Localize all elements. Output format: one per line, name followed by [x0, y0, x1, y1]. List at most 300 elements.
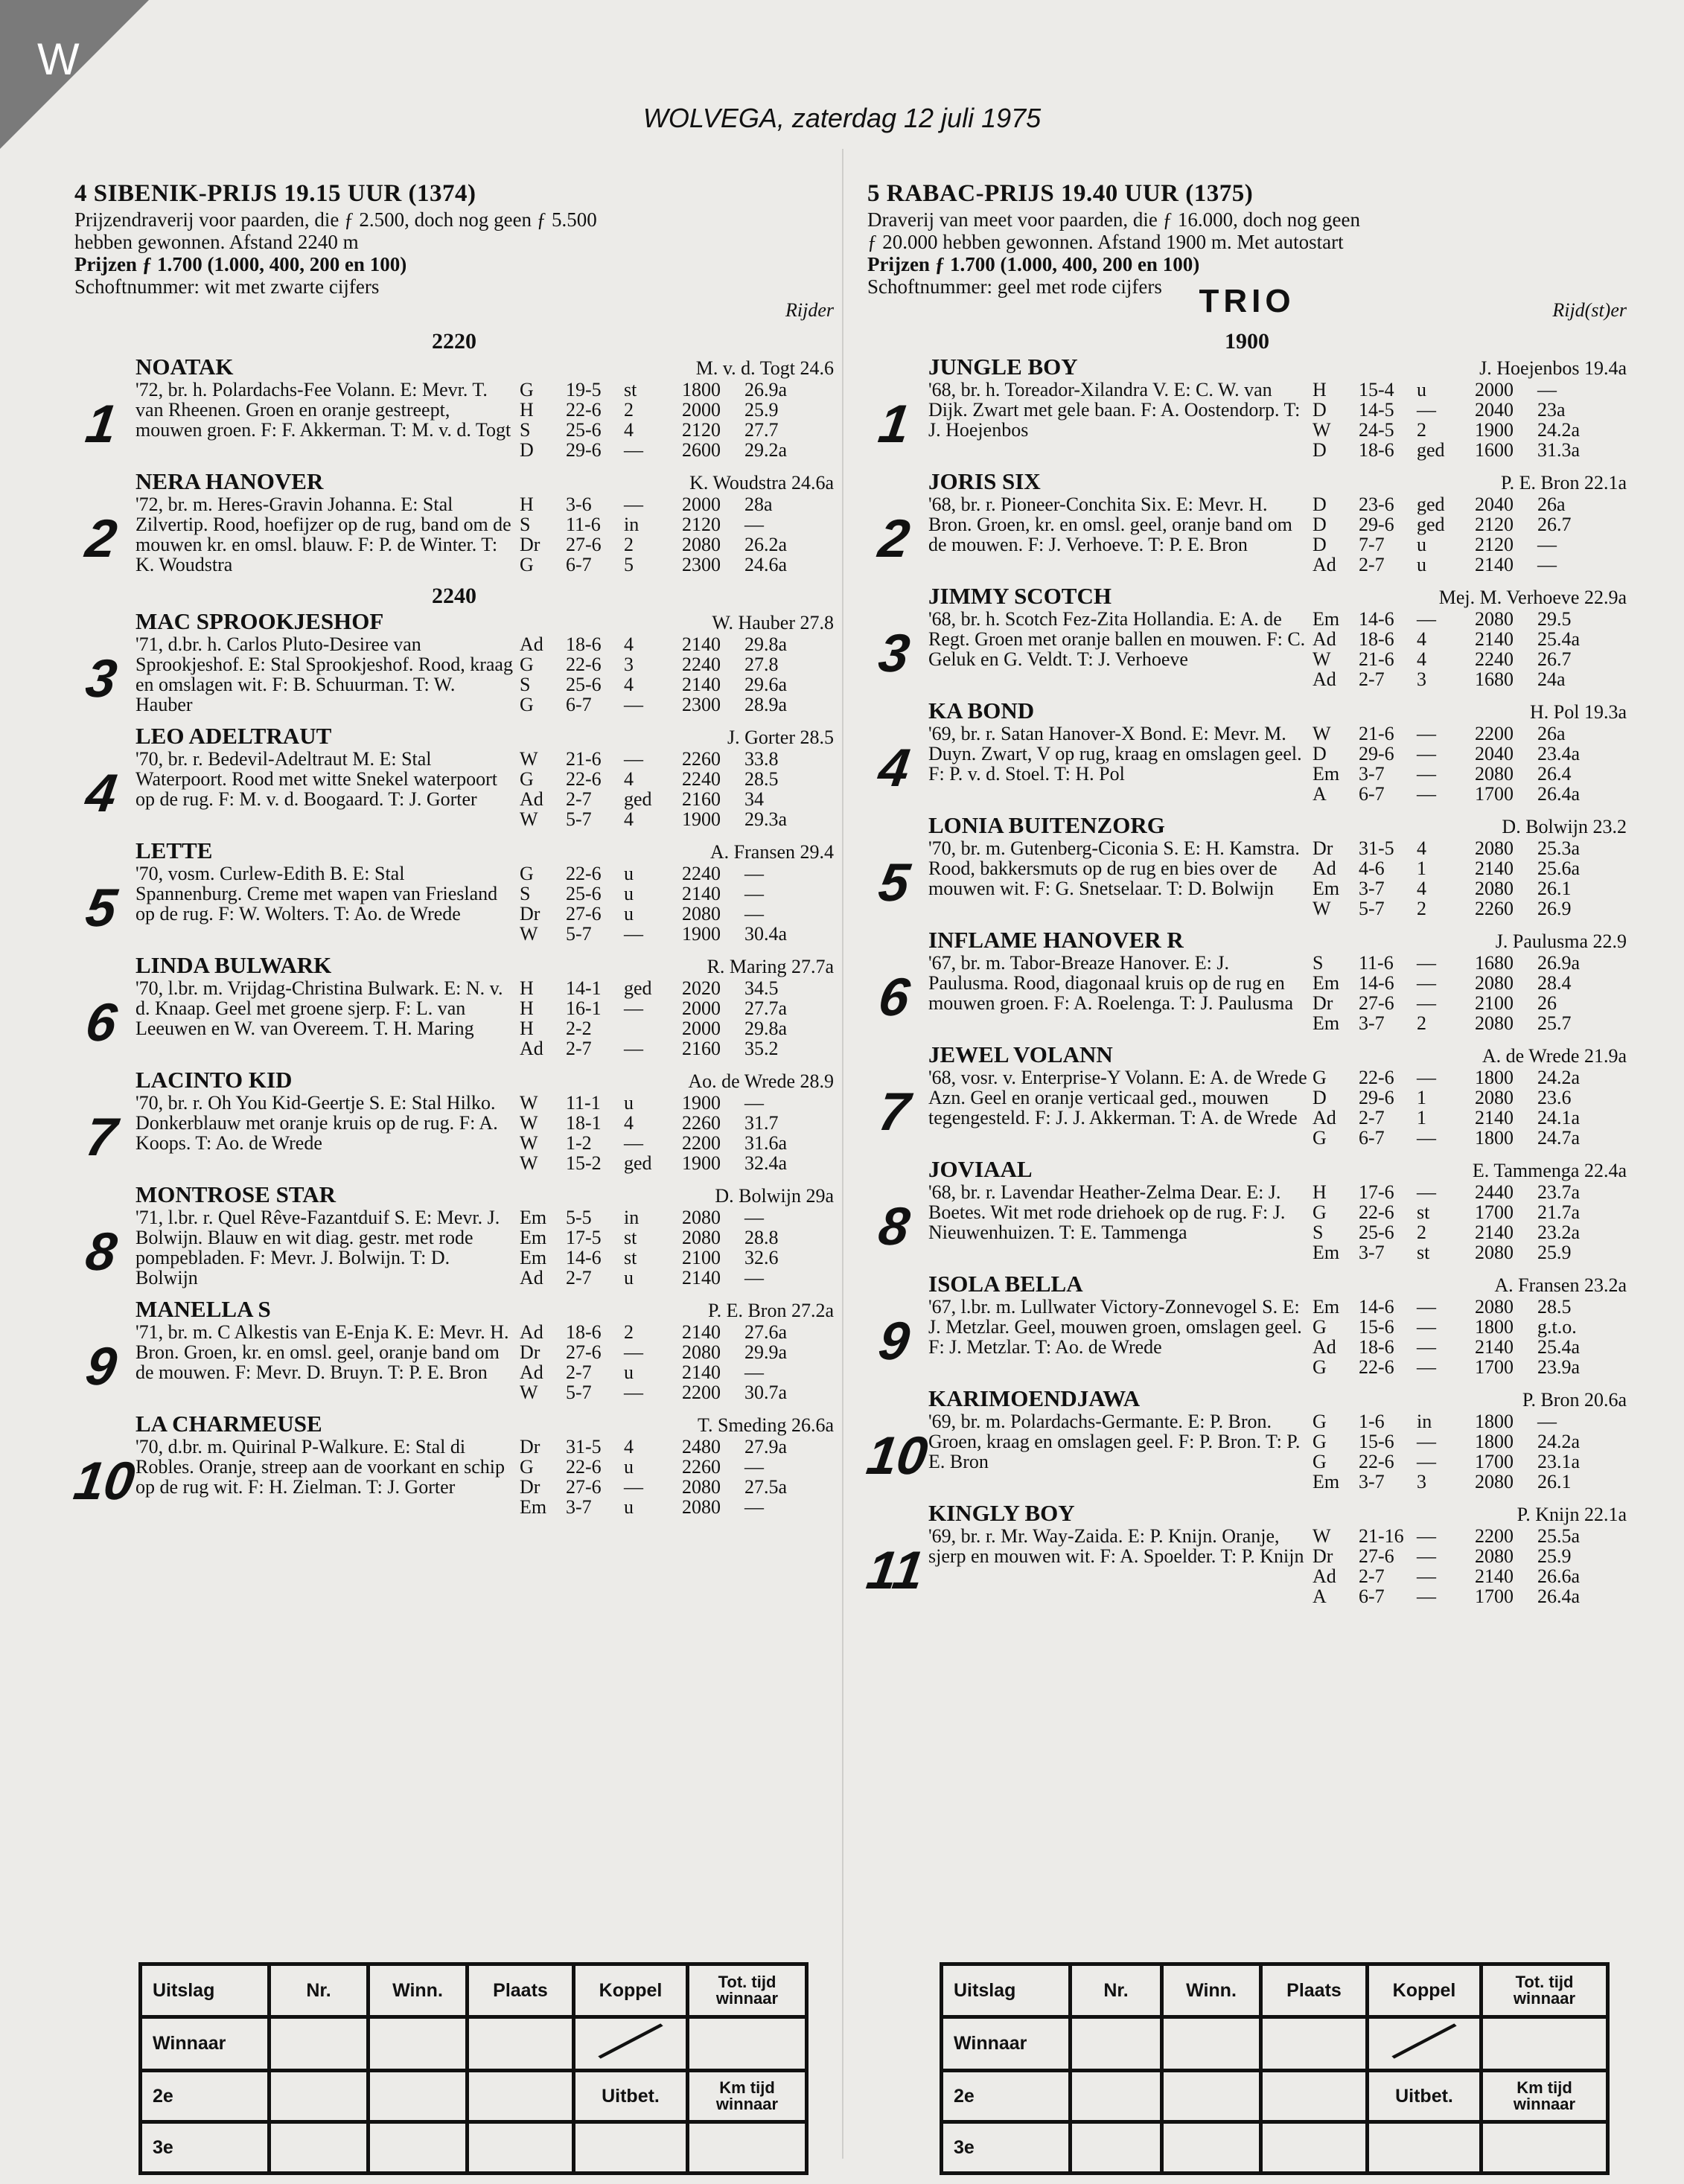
performance-cell: 24.6a — [744, 554, 788, 575]
page-header: WOLVEGA, zaterdag 12 juli 1975 — [642, 103, 1042, 133]
rider-record: J. Hoejenbos 19.4a — [1479, 357, 1627, 379]
performance-cell: Ad — [1313, 858, 1336, 879]
performance-cell: 24.2a — [1537, 1067, 1581, 1088]
performance-cell: 29-6 — [566, 439, 602, 461]
performance-row — [520, 494, 834, 514]
performance-cell: 23.9a — [1537, 1356, 1581, 1378]
performance-row — [1313, 838, 1627, 858]
performance-cell: 2140 — [1475, 554, 1514, 575]
performance-cell: 1 — [1417, 1087, 1426, 1108]
performance-cell: — — [1417, 1067, 1436, 1088]
horse-entry — [867, 1157, 1627, 1262]
performance-cell: 2080 — [682, 1476, 721, 1498]
performance-cell: 2080 — [682, 1207, 721, 1228]
performance-cell: 24.2a — [1537, 1431, 1581, 1452]
performance-row — [1313, 649, 1627, 669]
performance-cell: W — [520, 1092, 538, 1114]
start-number: 3 — [82, 649, 121, 709]
performance-cell: 1700 — [1475, 783, 1514, 805]
performance-cell: 25.9 — [1537, 1242, 1572, 1263]
performance-cell: 26.4 — [1537, 763, 1572, 785]
performance-cell: 2000 — [682, 494, 721, 515]
performance-cell: W — [1313, 898, 1331, 919]
performance-row — [1313, 1067, 1627, 1088]
performance-cell: 26.9 — [1537, 898, 1572, 919]
horse-description: '71, l.br. r. Quel Rêve-Fazantduif S. E: Mevr. J. Bolwijn. Blauw en wit diag. gestr. met rode pompebladen. F: Mevr. J. Bolwijn. T: D. Bolwijn — [135, 1207, 500, 1289]
horse-name: JORIS SIX — [928, 468, 1041, 494]
start-number: 10 — [70, 1452, 138, 1511]
performance-cell: A — [1313, 1586, 1327, 1607]
performance-cell: 2080 — [1475, 1545, 1514, 1567]
performance-row — [520, 978, 834, 998]
performance-cell: Dr — [1313, 837, 1333, 859]
performance-cell: Em — [520, 1207, 547, 1228]
performance-cell: 27-6 — [566, 1341, 602, 1363]
performance-cell: D — [1313, 534, 1327, 555]
performance-list — [515, 380, 834, 460]
start-number: 8 — [82, 1222, 121, 1282]
performance-cell: D — [1313, 514, 1327, 535]
cell-empty — [688, 2122, 807, 2174]
horse-description: '68, br. h. Toreador-Xilandra V. E: C. W. van Dijk. Zwart met gele baan. F: A. Oostendorp. T: J. Hoejenbos — [928, 379, 1301, 441]
performance-cell: 6-7 — [1359, 1586, 1385, 1607]
performance-cell: Ad — [520, 633, 543, 655]
performance-cell: 2480 — [682, 1436, 721, 1457]
performance-list — [515, 1322, 834, 1402]
performance-cell: G — [520, 654, 534, 675]
performance-cell: Ad — [1313, 1565, 1336, 1587]
performance-cell: G — [520, 1456, 534, 1478]
entry-header — [928, 469, 1627, 494]
performance-cell: 1800 — [1475, 1316, 1514, 1338]
horse-description: '68, br. h. Scotch Fez-Zita Hollandia. E: A. de Regt. Groen met oranje ballen en mouwen. F: C. Geluk en G. Veldt. T: J. Verhoeve — [928, 608, 1306, 670]
performance-cell: 24.2a — [1537, 419, 1581, 441]
performance-cell: in — [624, 1207, 640, 1228]
performance-cell: Ad — [1313, 1107, 1336, 1128]
performance-cell: 2080 — [682, 1341, 721, 1363]
performance-cell: 2260 — [682, 1456, 721, 1478]
entry-body — [928, 380, 1627, 460]
cell-empty — [1261, 2017, 1368, 2071]
performance-cell: 2300 — [682, 694, 721, 715]
performance-cell: 2140 — [1475, 1336, 1514, 1358]
entry-body — [928, 1526, 1627, 1606]
performance-cell: G — [520, 554, 534, 575]
rider-record: A. Fransen 29.4 — [709, 841, 834, 863]
performance-cell: 28.8 — [744, 1227, 779, 1248]
performance-cell: — — [744, 1456, 764, 1478]
performance-cell: 22-6 — [1359, 1201, 1394, 1223]
race-5-column — [863, 179, 1627, 1615]
performance-cell: 14-1 — [566, 977, 602, 999]
performance-cell: — — [624, 1038, 643, 1059]
performance-cell: 24a — [1537, 668, 1566, 690]
performance-cell: — — [744, 1267, 764, 1289]
performance-row — [520, 1207, 834, 1227]
performance-cell: — — [624, 494, 643, 515]
performance-row — [1313, 1586, 1627, 1606]
performance-cell: 26a — [1537, 723, 1566, 744]
entry-header — [135, 953, 834, 978]
performance-cell: 2000 — [1475, 379, 1514, 400]
performance-row — [1313, 898, 1627, 919]
horse-description: '72, br. m. Heres-Gravin Johanna. E: Stal Zilvertip. Rood, hoefijzer op de rug, band om de mouwen kr. en omsl. blauw. F: P. de Winter. T: K. Woudstra — [135, 494, 511, 575]
performance-cell: 27.8 — [744, 654, 779, 675]
performance-cell: H — [520, 399, 534, 421]
rider-record: Ao. de Wrede 28.9 — [688, 1070, 834, 1092]
performance-cell: st — [624, 1227, 637, 1248]
performance-row — [1313, 1182, 1627, 1202]
performance-cell: 26.1 — [1537, 878, 1572, 899]
performance-cell: u — [624, 1092, 634, 1114]
performance-cell: 27-6 — [1359, 992, 1394, 1014]
horse-entry — [74, 469, 834, 575]
cell-empty — [1071, 2017, 1162, 2071]
performance-list — [1308, 1411, 1627, 1492]
horse-name: LEO ADELTRAUT — [135, 723, 332, 749]
horse-description: '69, br. r. Mr. Way-Zaida. E: P. Knijn. Oranje, sjerp en mouwen wit. F: A. Spoelder. T: P. Knijn — [928, 1525, 1304, 1567]
performance-row — [520, 1038, 834, 1059]
performance-cell: D — [1313, 439, 1327, 461]
entry-header — [928, 1157, 1627, 1182]
performance-cell: 5 — [624, 554, 634, 575]
horse-entry — [70, 1411, 834, 1518]
performance-cell: 3 — [624, 654, 634, 675]
performance-cell — [624, 1018, 682, 1038]
performance-list — [515, 749, 834, 829]
performance-cell: — — [624, 1132, 643, 1154]
performance-cell: 25.9 — [1537, 1545, 1572, 1567]
cell-empty — [1162, 2122, 1261, 2174]
performance-row — [1313, 993, 1627, 1013]
performance-cell: 3 — [1417, 1471, 1426, 1492]
performance-cell: D — [1313, 743, 1327, 764]
performance-cell: 25.9 — [744, 399, 779, 421]
performance-cell: G — [1313, 1431, 1327, 1452]
performance-row — [1313, 1013, 1627, 1033]
performance-cell: 2200 — [682, 1132, 721, 1154]
performance-cell: 2080 — [1475, 1471, 1514, 1492]
performance-cell: — — [1537, 1411, 1557, 1432]
performance-cell: u — [624, 863, 634, 884]
performance-cell: 21-6 — [1359, 648, 1394, 670]
entry-header — [135, 354, 834, 380]
rider-record: T. Smeding 26.6a — [698, 1414, 834, 1436]
performance-cell: — — [1417, 1336, 1436, 1358]
performance-cell: 17-5 — [566, 1227, 602, 1248]
race-schoftnummer: Schoftnummer: geel met rode cijfers — [867, 275, 1162, 298]
performance-row — [1313, 1411, 1627, 1431]
performance-cell: 31-5 — [1359, 837, 1394, 859]
performance-cell: 4 — [624, 1436, 634, 1457]
performance-row — [520, 809, 834, 829]
performance-cell: 2260 — [1475, 898, 1514, 919]
performance-cell: 31.7 — [744, 1112, 779, 1134]
entry-body — [135, 978, 834, 1059]
performance-cell: H — [520, 1018, 534, 1039]
performance-cell: Em — [1313, 1242, 1340, 1263]
start-number: 8 — [875, 1197, 913, 1257]
performance-cell: G — [1313, 1201, 1327, 1223]
performance-cell: ged — [624, 788, 652, 810]
performance-row — [1313, 494, 1627, 514]
performance-cell: 2100 — [1475, 992, 1514, 1014]
performance-cell: 2000 — [682, 1018, 721, 1039]
start-number: 2 — [875, 509, 913, 569]
performance-cell: W — [520, 1382, 538, 1403]
performance-cell: 1600 — [1475, 439, 1514, 461]
performance-row — [1313, 878, 1627, 898]
performance-cell: 25-6 — [1359, 1222, 1394, 1243]
start-number: 1 — [875, 395, 913, 454]
performance-list — [515, 1207, 834, 1288]
performance-cell: 25.5a — [1537, 1525, 1581, 1547]
start-number: 6 — [82, 993, 121, 1053]
horse-name: KA BOND — [928, 697, 1035, 724]
performance-cell: 2080 — [682, 534, 721, 555]
performance-cell: 31.6a — [744, 1132, 788, 1154]
performance-cell: 27.6a — [744, 1321, 788, 1343]
performance-cell: — — [744, 1207, 764, 1228]
performance-cell: 2-7 — [566, 1267, 592, 1289]
performance-cell: 15-6 — [1359, 1316, 1394, 1338]
performance-cell: — — [1417, 743, 1436, 764]
trio-label: TRIO — [1199, 283, 1295, 319]
header-nr: Nr. — [269, 1964, 369, 2017]
entry-header — [135, 724, 834, 749]
performance-cell: H — [1313, 1181, 1327, 1203]
performance-cell: H — [1313, 379, 1327, 400]
performance-cell: S — [1313, 952, 1324, 974]
performance-cell: 29.8a — [744, 633, 788, 655]
performance-cell: W — [520, 923, 538, 945]
performance-cell: Em — [1313, 1471, 1340, 1492]
start-number: 7 — [82, 1108, 121, 1167]
performance-cell: 7-7 — [1359, 534, 1385, 555]
performance-cell: — — [1417, 1565, 1436, 1587]
entry-header — [135, 609, 834, 634]
cell-empty — [1071, 2122, 1162, 2174]
row-3e: 3e — [141, 2122, 269, 2174]
performance-cell: 1800 — [1475, 1067, 1514, 1088]
entry-header — [928, 584, 1627, 609]
performance-cell: 4 — [624, 808, 634, 830]
performance-row — [1313, 629, 1627, 649]
performance-cell: 29-6 — [1359, 1087, 1394, 1108]
performance-cell: — — [624, 1382, 643, 1403]
performance-row — [1313, 380, 1627, 400]
performance-list — [1308, 838, 1627, 919]
horse-name: MAC SPROOKJESHOF — [135, 608, 384, 634]
performance-cell: 26a — [1537, 494, 1566, 515]
result-table-race-5 — [940, 1962, 1610, 2175]
performance-row — [1313, 1526, 1627, 1546]
horse-name: LACINTO KID — [135, 1067, 293, 1093]
performance-row — [1313, 1128, 1627, 1148]
entry-body — [135, 749, 834, 829]
performance-row — [520, 1497, 834, 1517]
distance-heading: 2220 — [432, 329, 476, 354]
horse-description: '69, br. r. Satan Hanover-X Bond. E: Mevr. M. Duyn. Zwart, V op rug, kraag en omslagen geel. F: P. v. d. Stoel. T: H. Pol — [928, 723, 1302, 785]
performance-cell: 28.4 — [1537, 972, 1572, 994]
performance-list — [515, 1437, 834, 1517]
performance-cell: 1800 — [1475, 1411, 1514, 1432]
performance-cell: 29.5 — [1537, 608, 1572, 630]
entry-body — [135, 1207, 834, 1288]
performance-cell: 2140 — [682, 883, 721, 904]
performance-cell: 4 — [1417, 648, 1426, 670]
performance-list — [515, 978, 834, 1059]
performance-cell: u — [1417, 379, 1426, 400]
start-number: 1 — [82, 395, 121, 454]
performance-cell: 3-7 — [1359, 763, 1385, 785]
horse-name: JEWEL VOLANN — [928, 1041, 1113, 1067]
performance-cell: 14-5 — [1359, 399, 1394, 421]
cell-empty — [468, 2122, 574, 2174]
performance-cell: 2200 — [1475, 723, 1514, 744]
cell-empty — [688, 2017, 807, 2071]
performance-cell: 25.4a — [1537, 1336, 1581, 1358]
performance-cell: in — [1417, 1411, 1432, 1432]
performance-cell: Ad — [520, 1038, 543, 1059]
performance-cell: 1900 — [682, 1152, 721, 1174]
rider-record: P. Bron 20.6a — [1522, 1389, 1627, 1411]
performance-cell: 4 — [1417, 628, 1426, 650]
performance-cell: 24-5 — [1359, 419, 1394, 441]
performance-row — [520, 555, 834, 575]
performance-cell: 30.4a — [744, 923, 788, 945]
performance-cell: 2020 — [682, 977, 721, 999]
entry-body — [928, 953, 1627, 1033]
km-tijd-label: Km tijd winnaar — [1482, 2071, 1608, 2122]
performance-cell: — — [744, 1361, 764, 1383]
performance-cell: u — [624, 1496, 634, 1518]
performance-row — [1313, 1337, 1627, 1357]
performance-cell: 1800 — [1475, 1127, 1514, 1149]
performance-row — [1313, 744, 1627, 764]
performance-cell: — — [1417, 992, 1436, 1014]
performance-row — [520, 769, 834, 789]
performance-row — [520, 1248, 834, 1268]
performance-cell: — — [1417, 608, 1436, 630]
horse-description: '67, l.br. m. Lullwater Victory-Zonnevogel S. E: J. Metzlar. Geel, mouwen groen, omslagen geel. F: J. Metzlar. T: Ao. de Wrede — [928, 1296, 1302, 1358]
entry-body — [135, 380, 834, 460]
performance-cell: W — [1313, 723, 1331, 744]
performance-cell: st — [624, 379, 637, 400]
performance-cell: G — [1313, 1067, 1327, 1088]
performance-cell: 2260 — [682, 1112, 721, 1134]
performance-cell: 2300 — [682, 554, 721, 575]
performance-cell: 25.3a — [1537, 837, 1581, 859]
performance-cell: Ad — [1313, 668, 1336, 690]
performance-cell: — — [624, 997, 643, 1019]
performance-row — [520, 904, 834, 924]
performance-cell: — — [744, 903, 764, 925]
start-number: 4 — [82, 764, 121, 823]
performance-cell: D — [1313, 494, 1327, 515]
performance-cell: st — [1417, 1201, 1430, 1223]
performance-cell: Dr — [520, 1476, 540, 1498]
performance-cell: 1800 — [1475, 1431, 1514, 1452]
performance-cell: 2240 — [682, 654, 721, 675]
performance-cell: Ad — [520, 1361, 543, 1383]
cell-empty — [369, 2017, 468, 2071]
entry-body — [928, 838, 1627, 919]
performance-row — [1313, 858, 1627, 878]
horse-description: '70, br. m. Gutenberg-Ciconia S. E: H. Kamstra. Rood, bakkersmuts op de rug en bies over de mouwen wit. F: G. Snetselaar. T: D. Bolwijn — [928, 837, 1300, 899]
performance-cell: S — [520, 514, 531, 535]
performance-cell: 2080 — [1475, 972, 1514, 994]
rider-record: P. Knijn 22.1a — [1516, 1504, 1627, 1525]
performance-cell: 19-5 — [566, 379, 602, 400]
race-schoftnummer: Schoftnummer: wit met zwarte cijfers — [74, 275, 380, 298]
performance-row — [520, 1153, 834, 1173]
entry-header — [928, 1501, 1627, 1526]
start-number: 6 — [875, 968, 913, 1027]
performance-cell: G — [1313, 1127, 1327, 1149]
performance-cell: 27-6 — [1359, 1545, 1394, 1567]
performance-cell: — — [624, 439, 643, 461]
entry-body — [928, 1067, 1627, 1148]
performance-cell: 18-6 — [1359, 628, 1394, 650]
performance-cell: 29.6a — [744, 674, 788, 695]
performance-cell: A — [1313, 783, 1327, 805]
performance-cell: — — [624, 694, 643, 715]
performance-cell: 2040 — [1475, 399, 1514, 421]
performance-cell: 25.6a — [1537, 858, 1581, 879]
performance-cell: 2080 — [1475, 1242, 1514, 1263]
performance-cell: 14-6 — [1359, 1296, 1394, 1318]
performance-cell: 2160 — [682, 1038, 721, 1059]
performance-row — [520, 1322, 834, 1342]
performance-row — [520, 998, 834, 1018]
performance-list — [1308, 1067, 1627, 1148]
performance-row — [520, 1437, 834, 1457]
rider-record: H. Pol 19.3a — [1530, 701, 1627, 723]
rider-record: D. Bolwijn 23.2 — [1502, 816, 1627, 837]
performance-cell: Ad — [520, 1267, 543, 1289]
performance-cell: Em — [520, 1247, 547, 1268]
performance-row — [1313, 534, 1627, 555]
performance-cell: 24.7a — [1537, 1127, 1581, 1149]
header-winn: Winn. — [369, 1964, 468, 2017]
performance-cell: 14-6 — [1359, 972, 1394, 994]
cell-empty — [369, 2071, 468, 2122]
cell-empty — [1162, 2071, 1261, 2122]
performance-cell: D — [1313, 399, 1327, 421]
horse-entry — [867, 1042, 1627, 1148]
performance-cell: 28.9a — [744, 694, 788, 715]
cell-empty — [468, 2071, 574, 2122]
performance-cell: 1900 — [682, 923, 721, 945]
performance-cell: W — [520, 1132, 538, 1154]
performance-cell: 2120 — [1475, 514, 1514, 535]
performance-cell: Dr — [520, 1341, 540, 1363]
performance-cell: 23-6 — [1359, 494, 1394, 515]
horse-description: '70, d.br. m. Quirinal P-Walkure. E: Stal di Robles. Oranje, streep aan de voorkant en schip op de rug wit. F: H. Zielman. T: J. Gorter — [135, 1436, 505, 1498]
performance-list — [515, 1093, 834, 1173]
cell-empty — [369, 2122, 468, 2174]
performance-cell: 1900 — [1475, 419, 1514, 441]
performance-cell: 26.1 — [1537, 1471, 1572, 1492]
entry-header — [928, 698, 1627, 724]
horse-name: JOVIAAL — [928, 1156, 1033, 1182]
performance-list — [1308, 494, 1627, 575]
performance-cell: H — [520, 977, 534, 999]
performance-cell: Ad — [520, 788, 543, 810]
performance-cell: 2 — [1417, 1222, 1426, 1243]
performance-cell: 25.4a — [1537, 628, 1581, 650]
